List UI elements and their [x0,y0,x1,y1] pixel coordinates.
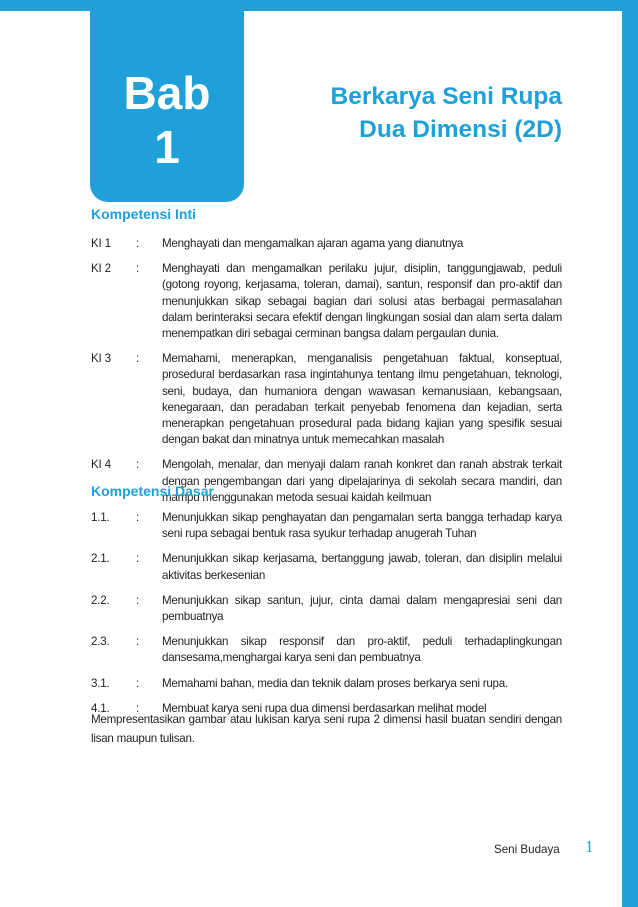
chapter-badge-label: Bab [123,67,211,119]
kompetensi-inti-heading: Kompetensi Inti [91,206,197,222]
kd-code: 2.2. [91,593,110,607]
kd-item [91,634,562,666]
page-number: 1 [585,837,594,856]
kd-colon: : [136,676,140,690]
kd-colon: : [136,552,140,566]
kd-code: 1.1. [91,511,110,524]
kompetensi-dasar-list [91,510,562,717]
chapter-title [252,80,562,146]
kd-item [91,676,562,692]
kompetensi-dasar-heading: Kompetensi Dasar [91,483,214,499]
kd-colon: : [136,635,140,649]
ki-colon: : [136,262,140,276]
kd-item [91,551,562,583]
ki-text: Mengolah, menalar, dan menyaji dalam ranah konkret dan ranah abstrak terkait dengan pengembangan dari yang dipelajarinya di sekolah secara mandiri, dan mampu menggunakan metoda sesuai kaidah keilmuan [162,458,562,504]
kd-text: Menunjukkan sikap santun, jujur, cinta damai dalam mengapresiai seni dan pembuatnya [162,593,562,624]
kd-text: Menunjukkan sikap responsif dan pro-aktif, peduli terhadaplingkungan dansesama,menghargai karya seni dan pembuatnya [162,635,562,665]
kd-text: Membuat karya seni rupa dua dimensi berdasarkan melihat model [162,701,487,715]
ki-item [91,261,562,342]
kd-colon: : [136,593,140,607]
kd-colon: : [136,701,140,715]
ki-text: Menghayati dan mengamalkan ajaran agama yang dianutnya [162,237,464,250]
kd-text: Menunjukkan sikap kerjasama, bertanggung jawab, toleran, dan disiplin melalui aktivitas berkesenian [162,552,562,582]
kd-item [91,593,562,625]
footer-subject: Seni Budaya [494,843,560,856]
kd-code: 2.3. [91,635,110,649]
kd-code: 2.1. [91,552,110,566]
ki-colon: : [136,352,140,366]
kd-code: 4.1. [91,701,110,715]
ki-code: KI 1 [91,237,111,250]
chapter-badge-number: 1 [154,121,180,173]
ki-text: Memahami, menerapkan, menganalisis pengetahuan faktual, konseptual, prosedural berdasarkan rasa ingintahunya tentang ilmu pengetahuan, teknologi, seni, budaya, dan humaniora dengan wawasan kemanusiaan, kebangsaan, kenegaraan, dan peradaban terkait penyebab fenomena dan kejadian, serta menerapkan pengetahuan prosedural pada bidang kajian yang spesifik sesuai dengan bakat dan minatnya untuk memecahkan masalah [162,352,562,447]
kompetensi-inti-list [91,236,562,506]
right-accent-strip [622,0,638,907]
ki-colon: : [136,237,140,250]
ki-colon: : [136,458,140,472]
kd-text: Menunjukkan sikap penghayatan dan pengamalan serta bangga terhadap karya seni rupa sebagai bentuk rasa syukur terhadap anugerah Tuhan [162,511,562,541]
kd-item [91,510,562,542]
ki-code: KI 3 [91,352,111,366]
ki-code: KI 2 [91,262,111,276]
kd-code: 3.1. [91,676,110,690]
ki-item [91,351,562,448]
chapter-badge [90,10,244,202]
ki-code: KI 4 [91,458,111,472]
closing-paragraph: Mempresentasikan gambar atau lukisan karya seni rupa 2 dimensi hasil buatan sendiri dengan lisan maupun tulisan. [91,713,562,745]
kd-colon: : [136,511,140,524]
chapter-title-line-1: Berkarya Seni Rupa [330,83,562,110]
ki-item [91,236,562,252]
ki-text: Menghayati dan mengamalkan perilaku jujur, disiplin, tanggungjawab, peduli (gotong royong, kerjasama, toleran, damai), santun, responsif dan pro-aktif dan menunjukkan sikap sebagai bagian dari solusi atas berbagai permasalahan dalam berinteraksi secara efektif dengan lingkungan sosial dan alam serta dalam menempatkan diri sebagai cerminan bangsa dalam pergaulan dunia. [162,262,562,341]
kd-text: Memahami bahan, media dan teknik dalam proses berkarya seni rupa. [162,676,508,690]
chapter-title-line-2: Dua Dimensi (2D) [359,116,562,143]
